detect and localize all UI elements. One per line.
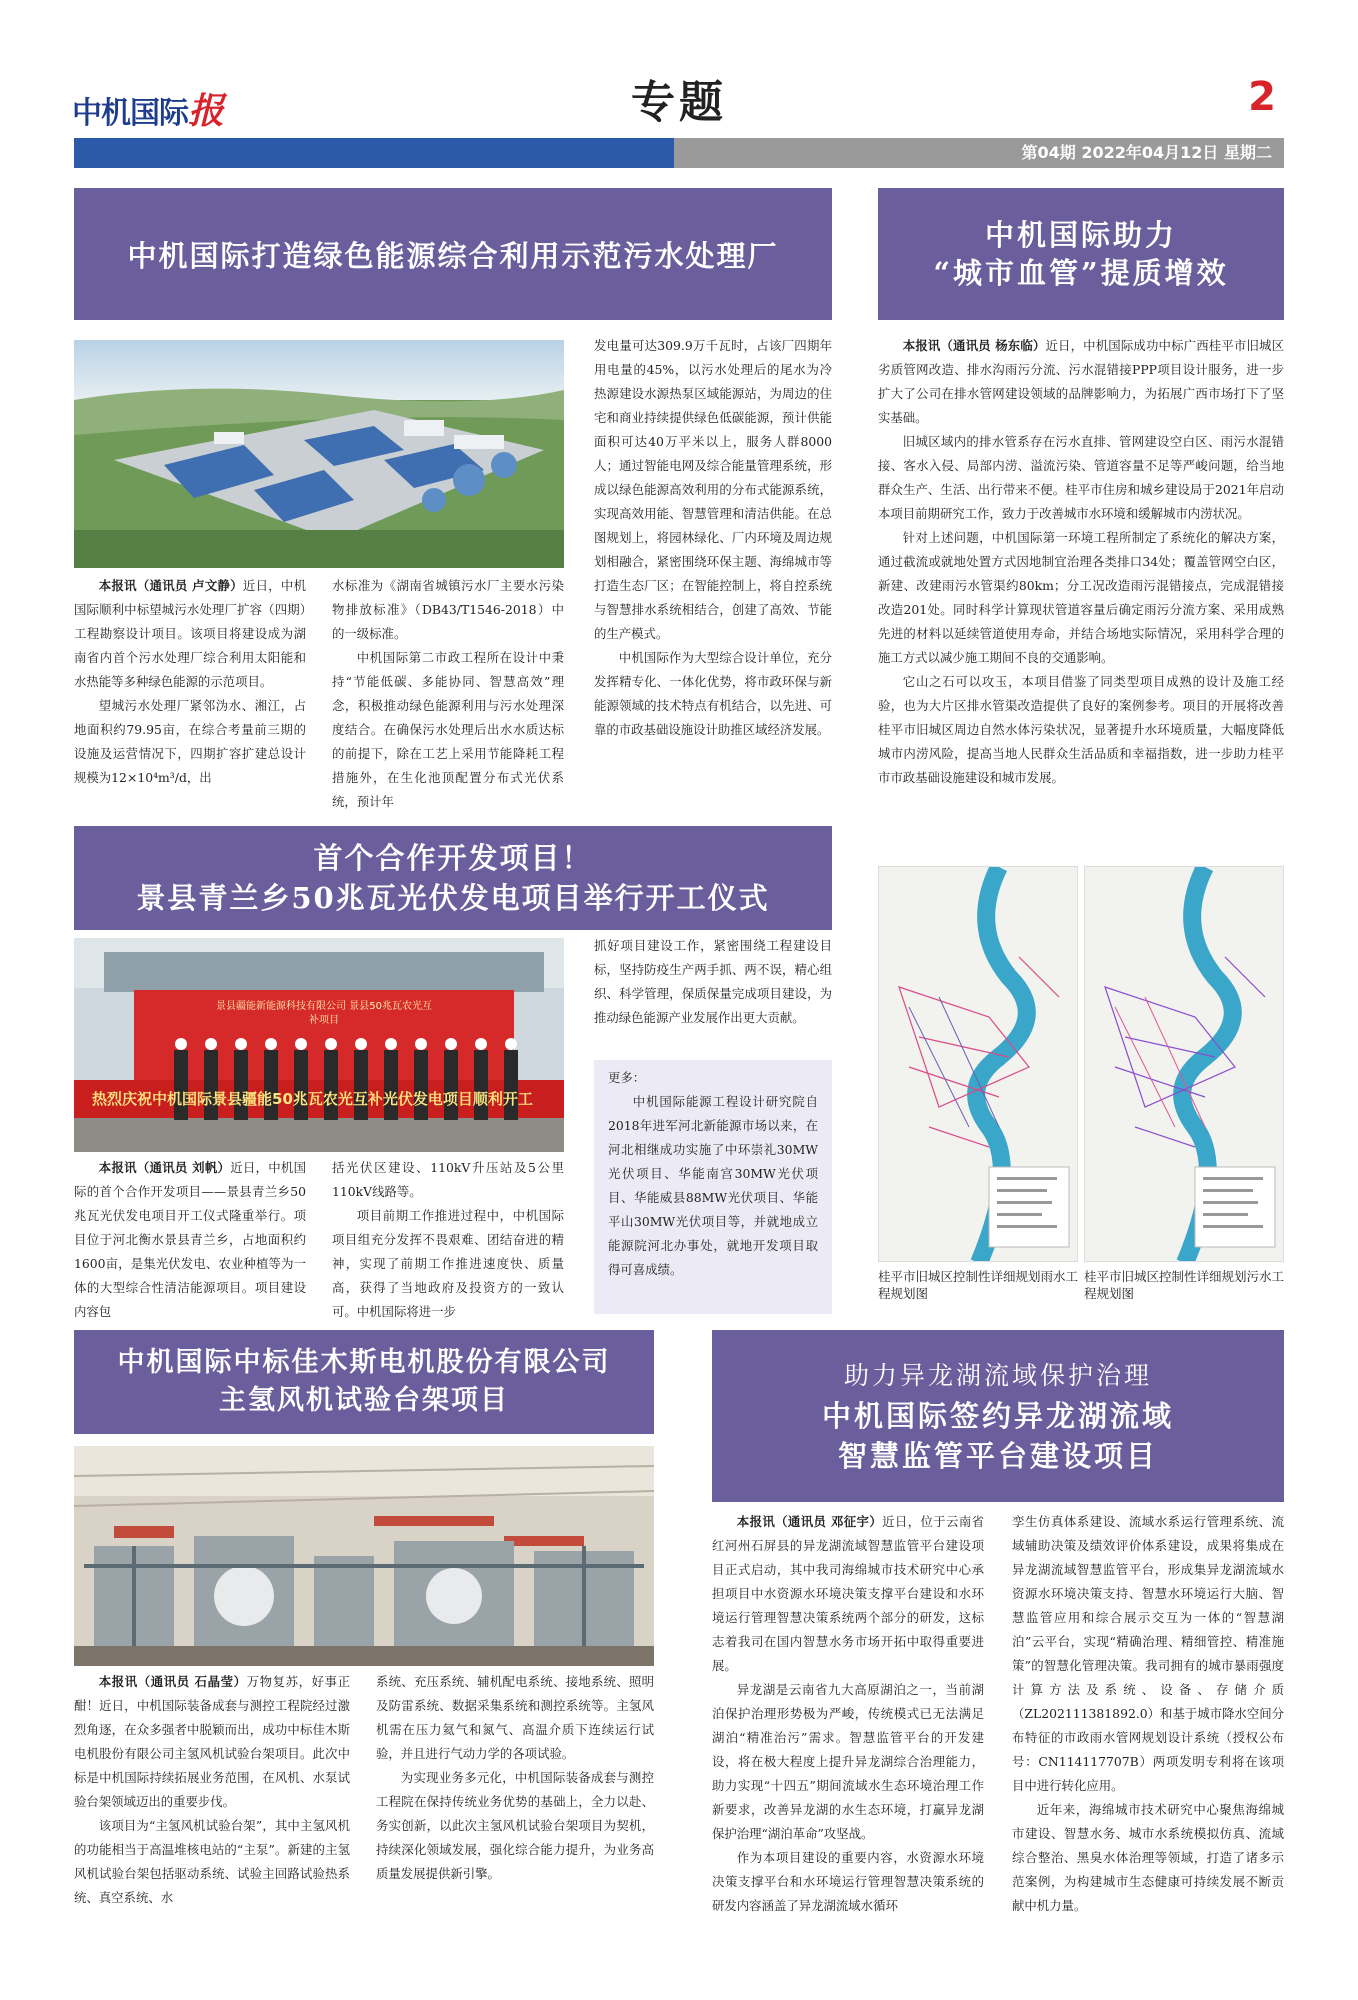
- article4-photo-factory: [74, 1446, 654, 1666]
- article5-col1-p1: 本报讯（通讯员 邓征宇）近日，位于云南省红河州石屏县的异龙湖流域智慧监管平台建设项目正式启动，其中我司海绵城市技术研究中心承担项目中水资源水环境决策支撑平台建设和水环境运行管理智慧决策系统两个部分的研发，这标志着我司在国内智慧水务市场开拓中取得重要进展。: [712, 1514, 984, 1673]
- article4-col2-p2: 为实现业务多元化，中机国际装备成套与测控工程院在保持传统业务优势的基础上，全力以赴、务实创新，以此次主氢风机试验台架项目为契机，持续深化领域发展，强化综合能力提升，为业务高质量发展提供新引擎。: [376, 1770, 654, 1881]
- article3-col2-p2: 项目前期工作推进过程中，中机国际项目组充分发挥不畏艰难、团结奋进的精神，实现了前期工作推进速度快、质量高，获得了当地政府及投资方的一致认可。中机国际将进一步: [332, 1208, 564, 1319]
- rainwater-map-caption: 桂平市旧城区控制性详细规划雨水工程规划图: [878, 1269, 1079, 1301]
- ceremony-banner-text: 热烈庆祝中机国际景县疆能50兆瓦农光互补光伏发电项目顺利开工: [92, 1090, 533, 1108]
- sewage-map-caption: 桂平市旧城区控制性详细规划污水工程规划图: [1084, 1269, 1285, 1301]
- ceremony-sign-text: 景县疆能新能源科技有限公司 景县50兆瓦农光互补项目: [216, 1001, 432, 1026]
- article3-col2-p1: 括光伏区建设、110kV升压站及5公里110kV线路等。: [332, 1160, 564, 1199]
- more-text: 中机国际能源工程设计研究院自2018年进军河北新能源市场以来，在河北相继成功实施了中环崇礼30MW光伏项目、华能南宫30MW光伏项目、华能威县88MW光伏项目、华能平山30MW光伏项目等，并就地成立能源院河北办事处，就地开发项目取得可喜成绩。: [608, 1094, 818, 1277]
- article3-headline: 首个合作开发项目！ 景县青兰乡50兆瓦光伏发电项目举行开工仪式: [74, 826, 832, 930]
- article2-p4: 它山之石可以攻玉，本项目借鉴了同类型项目成熟的设计及施工经验，也为大片区排水管渠改造提供了良好的案例参考。项目的开展将改善桂平市旧城区周边自然水体污染状况，显著提升水环境质量，大幅度降低城市内涝风险，提高当地人民群众生活品质和幸福指数，进一步助力桂平市市政基础设施建设和城市发展。: [878, 674, 1284, 785]
- article1-photo-plant: [74, 340, 564, 568]
- article2-p1: 本报讯（通讯员 杨东临）近日，中机国际成功中标广西桂平市旧城区劣质管网改造、排水沟雨污分流、污水混错接PPP项目设计服务，进一步扩大了公司在排水管网建设领域的品牌影响力，为拓展广西市场打下了坚实基础。: [878, 338, 1284, 425]
- article4-col1-p2: 该项目为“主氢风机试验台架”，其中主氢风机的功能相当于高温堆核电站的“主泵”。新建的主氢风机试验台架包括驱动系统、试验主回路试验热系统、真空系统、水: [74, 1818, 350, 1905]
- article4-col1-p1: 本报讯（通讯员 石晶莹）万物复苏，好事正酣！近日，中机国际装备成套与测控工程院经过激烈角逐，在众多强者中脱颖而出，成功中标佳木斯电机股份有限公司主氢风机试验台架项目。此次中标是中机国际持续拓展业务范围，在风机、水泵试验台架领域迈出的重要步伐。: [74, 1674, 351, 1809]
- article2-p2: 旧城区域内的排水管系存在污水直排、管网建设空白区、雨污水混错接、客水入侵、局部内涝、溢流污染、管道容量不足等严峻问题，给当地群众生产、生活、出行带来不便。桂平市住房和城乡建设局于2021年启动本项目前期研究工作，致力于改善城市水环境和缓解城市内涝状况。: [878, 434, 1284, 521]
- article3-col3-p1: 抓好项目建设工作，紧密围绕工程建设目标，坚持防疫生产两手抓、两不误，精心组织、科学管理，保质保量完成项目建设，为推动绿色能源产业发展作出更大贡献。: [594, 938, 832, 1025]
- article3-photo-ceremony: [74, 938, 564, 1152]
- page-number: 2: [1248, 74, 1276, 120]
- sewage-plan-map: [1084, 866, 1284, 1262]
- article5-col2-p2: 近年来，海绵城市技术研究中心聚焦海绵城市建设、智慧水务、城市水系统模拟仿真、流域综合整治、黑臭水体治理等领域，打造了诸多示范案例，为构建城市生态健康可持续发展不断贡献中机力量。: [1012, 1802, 1284, 1913]
- article3-col1-p1: 本报讯（通讯员 刘帆）近日，中机国际的首个合作开发项目——景县青兰乡50兆瓦光伏发电项目开工仪式隆重举行。项目位于河北衡水景县青兰乡，占地面积约1600亩，是集光伏发电、农业种植等为一体的大型综合性清洁能源项目。项目建设内容包: [74, 1160, 306, 1319]
- article4-col2-p1: 系统、充压系统、辅机配电系统、接地系统、照明及防雷系统、数据采集系统和测控系统等。主氢风机需在压力氦气和氮气、高温介质下连续运行试验，并且进行气动力学的各项试验。: [376, 1674, 654, 1761]
- issue-date: 第04期 2022年04月12日 星期二: [674, 138, 1284, 168]
- rainwater-plan-map: [878, 866, 1078, 1262]
- article5-col2-p1: 孪生仿真体系建设、流域水系运行管理系统、流域辅助决策及绩效评价体系建设，成果将集成在异龙湖流域智慧监管平台，形成集异龙湖流域水资源水环境决策支持、智慧水环境运行大脑、智慧监管应用和综合展示交互为一体的“智慧湖泊”云平台，实现“精确治理、精细管控、精准施策”的智慧化管理决策。我司拥有的城市暴雨强度计算方法及系统、设备、存储介质（ZL202111381892.0）和基于城市降水空间分布特征的市政雨水管网规划设计系统（授权公布号：CN114117707B）两项发明专利将在该项目中进行转化应用。: [1012, 1514, 1284, 1793]
- article2-headline: 中机国际助力 “城市血管”提质增效: [878, 188, 1284, 320]
- article1-col1-p2: 望城污水处理厂紧邻沩水、湘江，占地面积约79.95亩，在综合考量前三期的设施及运营情况下，四期扩容扩建总设计规模为12×10⁴m³/d，出: [74, 698, 306, 785]
- article5-headline: 助力异龙湖流域保护治理 中机国际签约异龙湖流域 智慧监管平台建设项目: [712, 1330, 1284, 1502]
- article5-col1-p2: 异龙湖是云南省九大高原湖泊之一，当前湖泊保护治理形势极为严峻，传统模式已无法满足湖泊“精准治污”需求。智慧监管平台的开发建设，将在极大程度上提升异龙湖综合治理能力，助力实现“十四五”期间流域水生态环境治理工作新要求，改善异龙湖的水生态环境，打赢异龙湖保护治理“湖泊革命”攻坚战。: [712, 1682, 984, 1841]
- article1-col3-p1: 发电量可达309.9万千瓦时，占该厂四期年用电量的45%，以污水处理后的尾水为冷热源建设水源热泵区域能源站，为周边的住宅和商业持续提供绿色低碳能源，预计供能面积可达40万平米以上，服务人群8000人；通过智能电网及综合能量管理系统，形成以绿色能源高效利用的分布式能源系统，实现高效用能、智慧管理和清洁供能。在总图规划上，将园林绿化、厂内环境及周边规划相融合，紧密围绕环保主题、海绵城市等打造生态厂区；在智能控制上，将自控系统与智慧排水系统相结合，创建了高效、节能的生产模式。: [594, 338, 832, 641]
- section-title: 专题: [631, 77, 727, 128]
- newspaper-logo: 中机国际报: [72, 91, 224, 132]
- article4-headline: 中机国际中标佳木斯电机股份有限公司 主氢风机试验台架项目: [74, 1330, 654, 1434]
- header-bar-blue: [74, 138, 674, 168]
- article1-col1-p1: 本报讯（通讯员 卢文静）近日，中机国际顺利中标望城污水处理厂扩容（四期）工程勘察设计项目。该项目将建设成为湖南省内首个污水处理厂综合利用太阳能和水热能等多种绿色能源的示范项目。: [74, 578, 306, 689]
- article3-more-box: [594, 1060, 832, 1314]
- more-label: 更多：: [608, 1070, 646, 1085]
- article1-col2-p2: 中机国际第二市政工程所在设计中秉持“节能低碳、多能协同、智慧高效”理念，积极推动绿色能源利用与污水处理深度结合。在确保污水处理后出水水质达标的前提下，除在工艺上采用节能降耗工程措施外，在生化池顶配置分布式光伏系统，预计年: [332, 650, 564, 809]
- article2-p3: 针对上述问题，中机国际第一环境工程所制定了系统化的解决方案，通过截流或就地处置方式因地制宜治理各类排口34处；覆盖管网空白区，新建、改建雨污水管渠约80km；分工况改造雨污混错接点，完成混错接改造201处。同时科学计算现状管道容量后确定雨污分流方案、采用成熟先进的材料以延续管道使用寿命，并结合场地实际情况，采用科学合理的施工方式以减少施工期间不良的交通影响。: [878, 530, 1284, 665]
- article1-headline: 中机国际打造绿色能源综合利用示范污水处理厂: [74, 188, 832, 320]
- article1-col3-p2: 中机国际作为大型综合设计单位，充分发挥精专化、一体化优势，将市政环保与新能源领域的技术特点有机结合，以先进、可靠的市政基础设施设计助推区域经济发展。: [594, 650, 832, 737]
- article1-col2-p1: 水标准为《湖南省城镇污水厂主要水污染物排放标准》（DB43/T1546-2018）中的一级标准。: [332, 578, 564, 641]
- article5-col1-p3: 作为本项目建设的重要内容，水资源水环境决策支撑平台和水环境运行管理智慧决策系统的研发内容涵盖了异龙湖流域水循环: [712, 1850, 984, 1913]
